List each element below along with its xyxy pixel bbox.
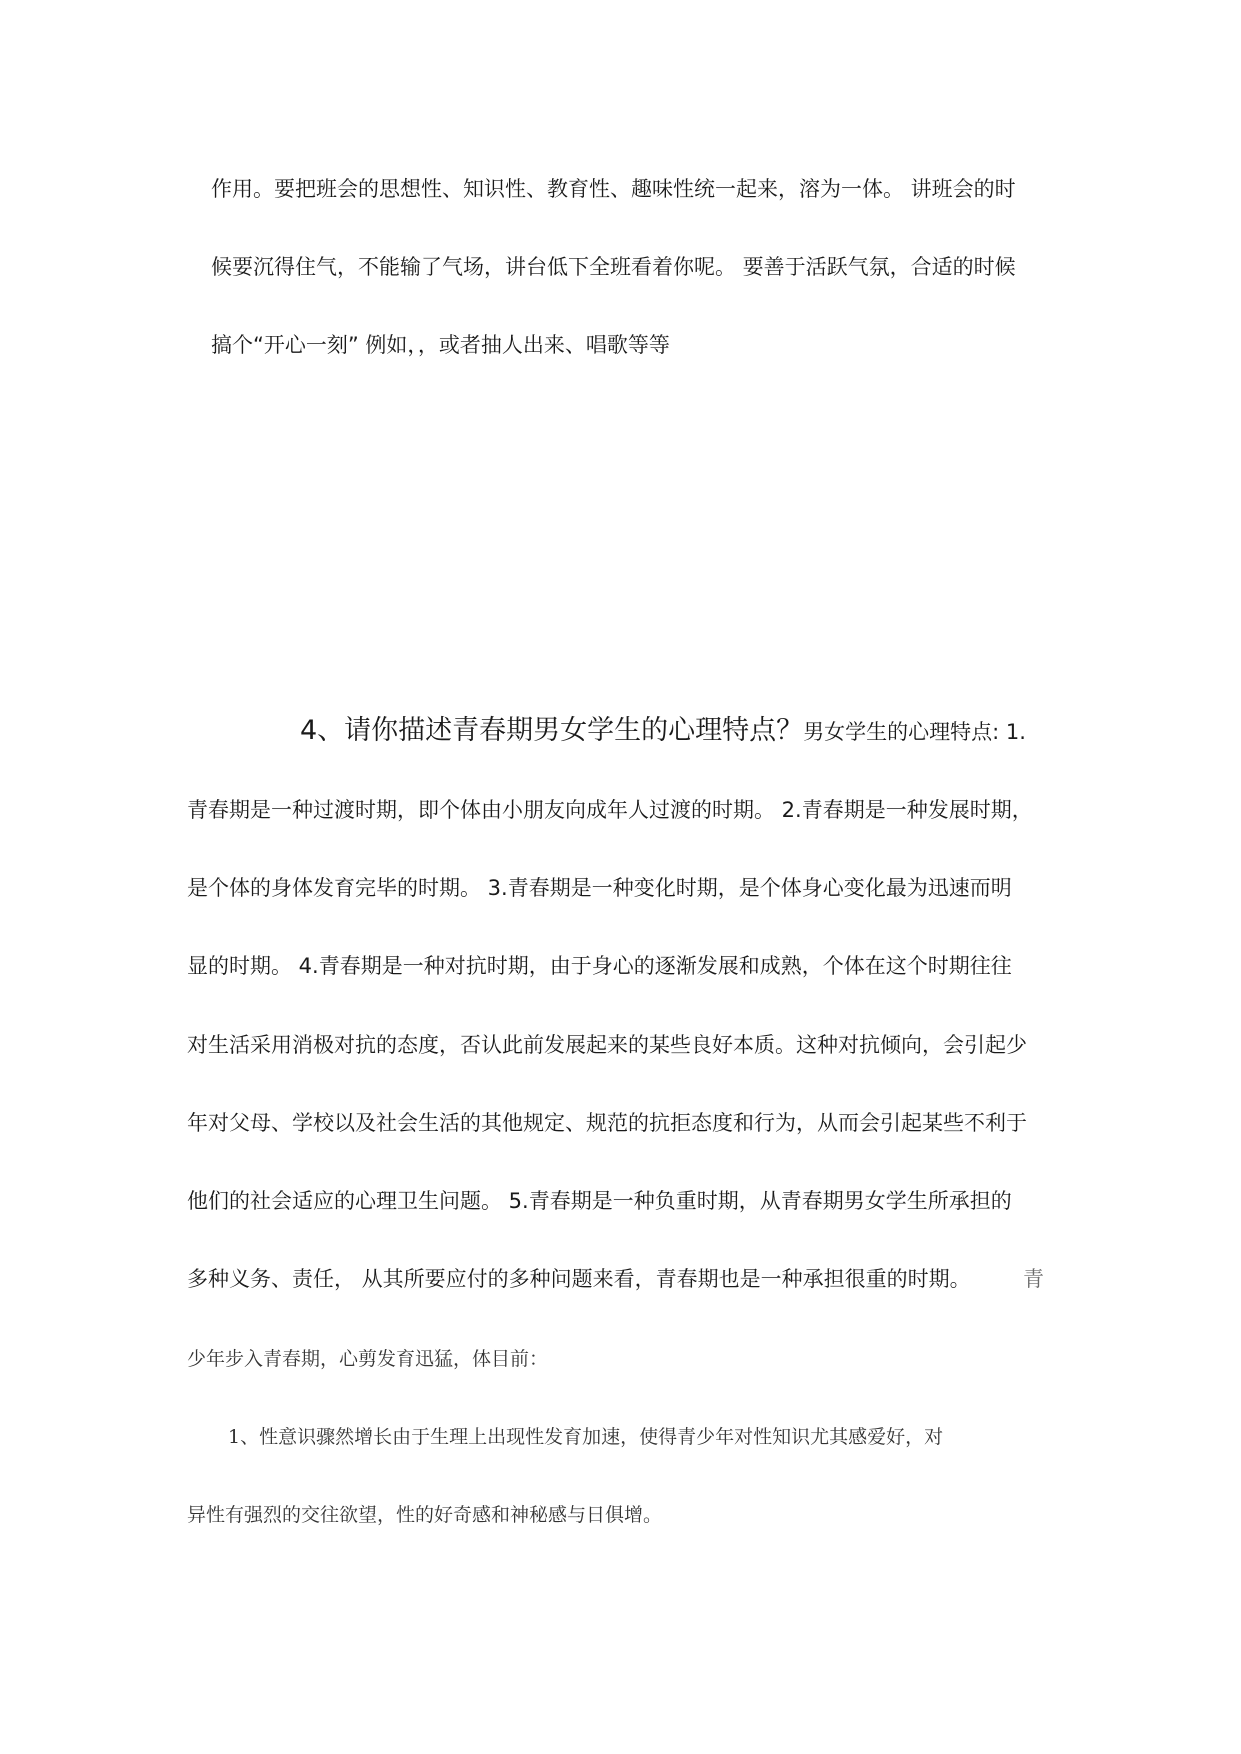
paragraph-line: 作用。要把班会的思想性、知识性、教育性、趣味性统一起来，溶为一体。 讲班会的时 <box>211 177 1016 201</box>
answer-line-tail: 青 <box>1023 1267 1044 1291</box>
answer-line: 多种义务、责任， 从其所要应付的多种问题来看，青春期也是一种承担很重的时期。 <box>187 1267 971 1291</box>
question-title-tail: 男女学生的心理特点: 1. <box>803 720 1026 744</box>
answer-line: 是个体的身体发育完毕的时期。 3.青春期是一种变化时期，是个体身心变化最为迅速而明 <box>187 876 1012 900</box>
answer-line: 他们的社会适应的心理卫生问题。 5.青春期是一种负重时期，从青春期男女学生所承担的 <box>187 1189 1012 1213</box>
question-heading <box>300 716 1026 747</box>
answer-line: 显的时期。 4.青春期是一种对抗时期，由于身心的逐渐发展和成熟，个体在这个时期往往 <box>187 954 1012 978</box>
paragraph-line: 搞个“开心一刻” 例如，，或者抽人出来、唱歌等等 <box>211 333 670 357</box>
answer-line: 青春期是一种过渡时期，即个体由小朋友向成年人过渡的时期。 2.青春期是一种发展时期， <box>187 798 1033 822</box>
serif-line: 少年步入青春期，心剪发育迅猛，体目前： <box>187 1348 549 1370</box>
answer-line: 年对父母、学校以及社会生活的其他规定、规范的抗拒态度和行为，从而会引起某些不利于 <box>187 1111 1027 1135</box>
serif-line: 1、性意识骤然增长由于生理上出现性发育加速，使得青少年对性知识尤其感爱好，对 <box>228 1426 944 1448</box>
answer-line: 对生活采用消极对抗的态度，否认此前发展起来的某些良好本质。这种对抗倾向，会引起少 <box>187 1033 1027 1057</box>
paragraph-line: 候要沉得住气，不能输了气场，讲台低下全班看着你呢。 要善于活跃气氛，合适的时候 <box>211 255 1016 279</box>
serif-line: 异性有强烈的交往欲望，性的好奇感和神秘感与日俱增。 <box>187 1504 663 1526</box>
question-title: 4、请你描述青春期男女学生的心理特点？ <box>300 715 804 746</box>
